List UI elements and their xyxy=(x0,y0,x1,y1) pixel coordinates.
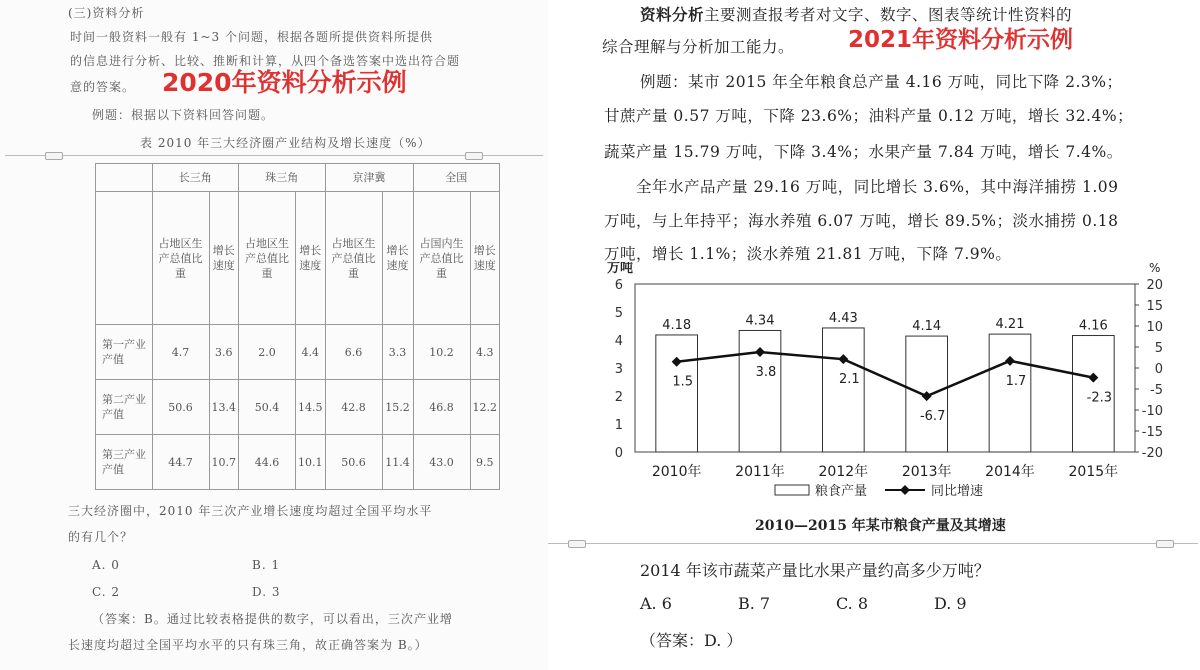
bar-data-label: 4.18 xyxy=(662,317,692,333)
plot-frame xyxy=(635,284,1135,452)
ruler-knob xyxy=(45,152,63,160)
ruler-knob xyxy=(1156,540,1174,548)
ruler-knob xyxy=(465,152,483,160)
option-b: B. 1 xyxy=(252,558,281,572)
option-d: D. 3 xyxy=(252,585,281,599)
table-cell: 6.6 xyxy=(325,325,382,380)
table-cell: 46.8 xyxy=(413,380,470,435)
intro-bold: 资料分析 xyxy=(640,5,705,24)
table-cell: 2.0 xyxy=(239,325,296,380)
bar xyxy=(823,328,865,452)
row-header: 第一产业产值 xyxy=(96,325,153,380)
left-tick-label: 4 xyxy=(614,334,623,349)
line-data-label: 3.8 xyxy=(755,365,777,381)
right-axis-unit: % xyxy=(1149,262,1161,275)
x-tick-label: 2011年 xyxy=(735,464,785,480)
right-tick-label: -20 xyxy=(1141,446,1163,461)
question-line-2: 的有几个？ xyxy=(68,530,134,544)
legend-line-marker xyxy=(900,485,910,495)
row-header: 第三产业产值 xyxy=(96,435,153,490)
chart-svg xyxy=(565,262,1185,507)
sub-header-growth: 增长速度 xyxy=(382,192,413,325)
page-ruler-left xyxy=(5,155,543,156)
left-tick-label: 1 xyxy=(614,418,623,433)
left-tick-label: 3 xyxy=(614,362,623,377)
right-tick-label: -15 xyxy=(1141,425,1163,440)
left-tick-label: 6 xyxy=(614,278,623,293)
option-d: D. 9 xyxy=(934,594,967,613)
sub-header-growth: 增长速度 xyxy=(209,192,239,325)
bar-data-label: 4.34 xyxy=(745,313,775,329)
table-row xyxy=(96,325,500,380)
table-cell: 13.4 xyxy=(209,380,239,435)
region-header: 珠三角 xyxy=(239,164,326,192)
right-tick-label: -5 xyxy=(1150,383,1163,398)
right-tick-label: 15 xyxy=(1146,299,1163,314)
intro-rest: 主要测查报考者对文字、数字、图表等统计性资料的 xyxy=(704,6,1073,24)
left-tick-label: 0 xyxy=(614,446,623,461)
option-c: C. 2 xyxy=(92,585,121,599)
table-cell: 4.4 xyxy=(296,325,326,380)
bar-data-label: 4.43 xyxy=(828,310,858,326)
option-c: C. 8 xyxy=(836,594,869,613)
table-cell: 43.0 xyxy=(413,435,470,490)
bar-data-label: 4.21 xyxy=(995,317,1025,333)
intro-line-2: 的信息进行分析、比较、推断和计算，从四个备选答案中选出符合题 xyxy=(70,54,461,68)
table-cell: 10.2 xyxy=(413,325,470,380)
answer-line-1: （答案：B。通过比较表格提供的数字，可以看出，三次产业增 xyxy=(92,612,453,626)
line-data-label: 2.1 xyxy=(838,372,860,388)
right-tick-label: 20 xyxy=(1146,278,1163,293)
table-cell: 11.4 xyxy=(382,435,413,490)
table-cell: 3.6 xyxy=(209,325,239,380)
table-cell: 50.6 xyxy=(152,380,209,435)
sub-header-growth: 增长速度 xyxy=(470,192,500,325)
table-title: 表 2010 年三大经济圈产业结构及增长速度（%） xyxy=(140,136,431,150)
table-cell: 3.3 xyxy=(382,325,413,380)
intro-line-2: 综合理解与分析加工能力。 xyxy=(602,38,795,56)
table-cell: 42.8 xyxy=(325,380,382,435)
right-tick-label: -10 xyxy=(1141,404,1163,419)
region-header: 长三角 xyxy=(152,164,239,192)
legend-line-label: 同比增速 xyxy=(931,484,984,499)
region-header: 京津冀 xyxy=(325,164,413,192)
sub-header-share: 占国内生产总值比重 xyxy=(413,192,470,325)
table-row xyxy=(96,435,500,490)
x-tick-label: 2012年 xyxy=(818,464,869,480)
line-data-label: -2.3 xyxy=(1086,390,1113,406)
option-a: A. 0 xyxy=(92,558,120,572)
sub-header-share: 占地区生产总值比重 xyxy=(152,192,209,325)
question-text: 2014 年该市蔬菜产量比水果产量约高多少万吨？ xyxy=(640,561,990,580)
page-ruler-right xyxy=(548,543,1198,544)
sub-header-share: 占地区生产总值比重 xyxy=(325,192,382,325)
line-data-label: 1.7 xyxy=(1005,373,1027,389)
answer-line-2: 长速度均超过全国平均水平的只有珠三角，故正确答案为 B。） xyxy=(68,638,428,652)
table-cell: 44.6 xyxy=(239,435,296,490)
region-header: 全国 xyxy=(413,164,500,192)
grain-output-chart xyxy=(565,262,1185,507)
label-2021: 2021年资料分析示例 xyxy=(848,27,1074,53)
left-page-2020 xyxy=(0,0,548,670)
table-cell: 9.5 xyxy=(470,435,500,490)
table-cell: 10.7 xyxy=(209,435,239,490)
x-tick-label: 2010年 xyxy=(651,464,702,480)
right-tick-label: 5 xyxy=(1154,341,1163,356)
answer-text: （答案：D. ） xyxy=(640,631,743,650)
corner-cell xyxy=(96,164,153,192)
x-tick-label: 2015年 xyxy=(1068,464,1119,480)
table-cell: 50.6 xyxy=(325,435,382,490)
table-cell: 15.2 xyxy=(382,380,413,435)
paragraph-line-6: 万吨，增长 1.1%；淡水养殖 21.81 万吨，下降 7.9%。 xyxy=(604,245,1012,263)
line-data-label: 1.5 xyxy=(672,374,694,390)
table-cell: 10.1 xyxy=(296,435,326,490)
row-header: 第二产业产值 xyxy=(96,380,153,435)
line-data-label: -6.7 xyxy=(919,409,946,425)
intro-line-1: 时间一般资料一般有 1~3 个问题，根据各题所提供资料所提供 xyxy=(70,30,433,44)
question-line-1: 三大经济圈中，2010 年三次产业增长速度均超过全国平均水平 xyxy=(68,504,433,518)
right-tick-label: 10 xyxy=(1146,320,1163,335)
paragraph-line-2: 甘蔗产量 0.57 万吨，下降 23.6%；油料产量 0.12 万吨，增长 32.4%； xyxy=(604,107,1134,125)
bar-data-label: 4.16 xyxy=(1078,318,1108,334)
bar xyxy=(989,334,1031,452)
legend-bar-swatch xyxy=(775,485,809,495)
table-cell: 4.3 xyxy=(470,325,500,380)
intro-line-3: 意的答案。 xyxy=(70,80,136,94)
x-tick-label: 2014年 xyxy=(985,464,1035,480)
structure-table xyxy=(95,163,500,490)
table-row xyxy=(96,380,500,435)
table-cell: 14.5 xyxy=(296,380,326,435)
left-tick-label: 2 xyxy=(614,390,623,405)
bar-data-label: 4.14 xyxy=(912,319,942,335)
left-tick-label: 5 xyxy=(614,306,623,321)
x-tick-label: 2013年 xyxy=(901,464,952,480)
paragraph-line-4: 全年水产品产量 29.16 万吨，同比增长 3.6%，其中海洋捕捞 1.09 xyxy=(636,178,1119,196)
option-b: B. 7 xyxy=(738,594,771,613)
section-heading: (三)资料分析 xyxy=(68,6,145,20)
table-cell: 44.7 xyxy=(152,435,209,490)
ruler-knob xyxy=(568,540,586,548)
paragraph-line-5: 万吨，与上年持平；海水养殖 6.07 万吨，增长 89.5%；淡水捕捞 0.18 xyxy=(604,212,1119,230)
option-a: A. 6 xyxy=(640,594,672,613)
table-cell: 50.4 xyxy=(239,380,296,435)
example-intro: 例题：根据以下资料回答问题。 xyxy=(92,108,275,122)
bar xyxy=(656,335,698,452)
corner-cell xyxy=(96,192,153,325)
table-cell: 4.7 xyxy=(152,325,209,380)
sub-header-share: 占地区生产总值比重 xyxy=(239,192,296,325)
paragraph-line-1: 例题：某市 2015 年全年粮食总产量 4.16 万吨，同比下降 2.3%； xyxy=(640,73,1123,91)
label-2020: 2020年资料分析示例 xyxy=(162,68,407,97)
right-tick-label: 0 xyxy=(1154,362,1163,377)
table-cell: 12.2 xyxy=(470,380,500,435)
legend-bar-label: 粮食产量 xyxy=(815,484,868,499)
sub-header-growth: 增长速度 xyxy=(296,192,326,325)
left-axis-unit: 万吨 xyxy=(607,262,634,276)
chart-caption: 2010—2015 年某市粮食产量及其增速 xyxy=(755,518,1006,534)
paragraph-line-3: 蔬菜产量 15.79 万吨，下降 3.4%；水果产量 7.84 万吨，增长 7.4%。 xyxy=(604,143,1123,161)
